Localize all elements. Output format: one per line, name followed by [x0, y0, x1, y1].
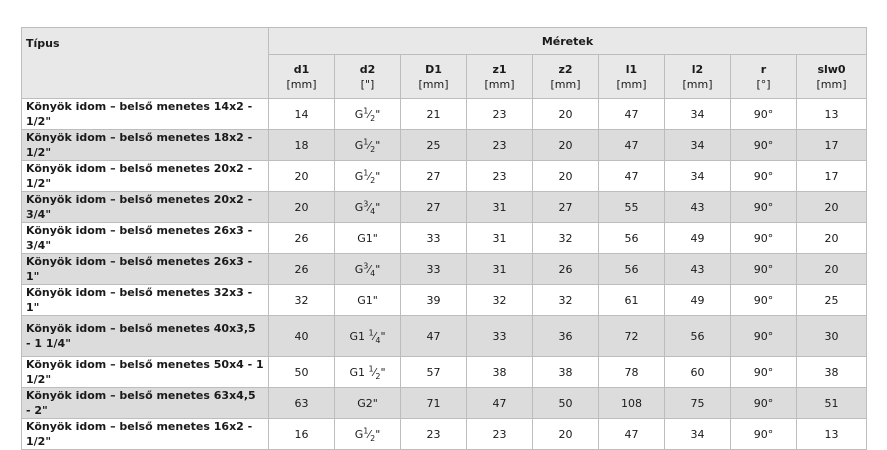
col-unit: [mm]: [418, 77, 449, 91]
col-header-D1: [401, 55, 467, 99]
cell-l1: 108: [599, 388, 665, 419]
d2-numerator: 1: [368, 363, 374, 373]
product-name-cell: Könyök idom – belső menetes 26x3 - 1": [22, 254, 269, 285]
d2-denominator: 2: [370, 433, 376, 443]
d2-suffix: ": [375, 107, 381, 121]
table-row: [22, 99, 867, 130]
table-row: [22, 285, 867, 316]
cell-d2: [335, 161, 401, 192]
cell-D1: 33: [401, 254, 467, 285]
d2-denominator: 4: [370, 268, 376, 278]
cell-d1: 26: [269, 223, 335, 254]
col-name: l1: [625, 62, 638, 76]
header-row-group: [22, 28, 867, 55]
d2-fraction-slash: ⁄: [373, 329, 376, 343]
cell-slw0: 38: [797, 357, 867, 388]
d2-denominator: 4: [375, 335, 381, 345]
col-header-l2: [665, 55, 731, 99]
d2-fraction-slash: ⁄: [368, 107, 371, 121]
cell-r: 90°: [731, 285, 797, 316]
cell-l2: 60: [665, 357, 731, 388]
product-name-cell: Könyök idom – belső menetes 14x2 - 1/2": [22, 99, 269, 130]
cell-z2: 20: [533, 419, 599, 450]
cell-z2: 20: [533, 99, 599, 130]
col-name: slw0: [817, 62, 846, 76]
cell-d2: [335, 192, 401, 223]
product-name-cell: Könyök idom – belső menetes 16x2 - 1/2": [22, 419, 269, 450]
col-header-r: [731, 55, 797, 99]
cell-r: 90°: [731, 388, 797, 419]
col-name: D1: [425, 62, 442, 76]
cell-slw0: 13: [797, 99, 867, 130]
table-row: [22, 316, 867, 357]
product-name-cell: Könyök idom – belső menetes 63x4,5 - 2": [22, 388, 269, 419]
product-name-cell: Könyök idom – belső menetes 26x3 - 3/4": [22, 223, 269, 254]
cell-slw0: 20: [797, 223, 867, 254]
cell-slw0: 20: [797, 254, 867, 285]
d2-denominator: 4: [370, 206, 376, 216]
col-name: z1: [492, 62, 507, 76]
col-header-d2: [335, 55, 401, 99]
cell-d1: 20: [269, 192, 335, 223]
cell-d1: 18: [269, 130, 335, 161]
product-name-cell: Könyök idom – belső menetes 20x2 - 3/4": [22, 192, 269, 223]
table-row: [22, 357, 867, 388]
cell-z1: 47: [467, 388, 533, 419]
d2-prefix: G1: [349, 365, 369, 379]
cell-z1: 32: [467, 285, 533, 316]
cell-slw0: 30: [797, 316, 867, 357]
col-unit: [mm]: [816, 77, 847, 91]
cell-D1: 71: [401, 388, 467, 419]
cell-D1: 33: [401, 223, 467, 254]
col-unit: [°]: [756, 77, 771, 91]
dimensions-table-wrapper: [21, 27, 867, 450]
col-unit: [mm]: [682, 77, 713, 91]
col-header-slw0: [797, 55, 867, 99]
cell-l1: 47: [599, 419, 665, 450]
table-row: [22, 223, 867, 254]
cell-z2: 20: [533, 161, 599, 192]
cell-z1: 31: [467, 254, 533, 285]
cell-d2: [335, 316, 401, 357]
cell-d1: 32: [269, 285, 335, 316]
d2-prefix: G: [354, 427, 364, 441]
d2-prefix: G: [354, 200, 364, 214]
cell-l2: 49: [665, 223, 731, 254]
cell-slw0: 13: [797, 419, 867, 450]
cell-l1: 55: [599, 192, 665, 223]
cell-d2: G1": [335, 223, 401, 254]
col-header-l1: [599, 55, 665, 99]
cell-z1: 23: [467, 419, 533, 450]
cell-r: 90°: [731, 99, 797, 130]
cell-d1: 16: [269, 419, 335, 450]
table-row: [22, 419, 867, 450]
d2-numerator: 1: [363, 105, 369, 115]
cell-z1: 33: [467, 316, 533, 357]
cell-D1: 39: [401, 285, 467, 316]
col-unit: ["]: [360, 77, 375, 91]
d2-fraction-slash: ⁄: [368, 262, 371, 276]
cell-d1: 40: [269, 316, 335, 357]
cell-z2: 26: [533, 254, 599, 285]
cell-z2: 32: [533, 285, 599, 316]
d2-fraction-slash: ⁄: [368, 427, 371, 441]
d2-fraction-slash: ⁄: [368, 200, 371, 214]
col-unit: [mm]: [484, 77, 515, 91]
cell-l2: 34: [665, 99, 731, 130]
cell-d1: 14: [269, 99, 335, 130]
cell-z2: 36: [533, 316, 599, 357]
d2-prefix: G: [354, 138, 364, 152]
d2-suffix: ": [375, 262, 381, 276]
cell-z1: 23: [467, 130, 533, 161]
cell-l1: 56: [599, 223, 665, 254]
d2-denominator: 2: [370, 113, 376, 123]
cell-slw0: 20: [797, 192, 867, 223]
cell-slw0: 17: [797, 130, 867, 161]
cell-slw0: 17: [797, 161, 867, 192]
cell-r: 90°: [731, 419, 797, 450]
col-header-d1: [269, 55, 335, 99]
cell-z1: 31: [467, 223, 533, 254]
cell-z2: 32: [533, 223, 599, 254]
cell-l2: 43: [665, 254, 731, 285]
cell-z1: 31: [467, 192, 533, 223]
d2-fraction-slash: ⁄: [373, 365, 376, 379]
cell-r: 90°: [731, 192, 797, 223]
cell-d1: 26: [269, 254, 335, 285]
col-header-z1: [467, 55, 533, 99]
cell-l2: 34: [665, 161, 731, 192]
col-name: r: [760, 62, 767, 76]
d2-denominator: 2: [375, 371, 381, 381]
d2-suffix: ": [380, 365, 386, 379]
cell-l2: 43: [665, 192, 731, 223]
d2-numerator: 1: [363, 167, 369, 177]
cell-l1: 61: [599, 285, 665, 316]
cell-z2: 20: [533, 130, 599, 161]
cell-l2: 56: [665, 316, 731, 357]
cell-l2: 75: [665, 388, 731, 419]
col-unit: [mm]: [550, 77, 581, 91]
table-row: [22, 161, 867, 192]
cell-r: 90°: [731, 316, 797, 357]
d2-denominator: 2: [370, 144, 376, 154]
col-unit: [mm]: [616, 77, 647, 91]
cell-D1: 27: [401, 192, 467, 223]
d2-suffix: ": [375, 169, 381, 183]
cell-r: 90°: [731, 254, 797, 285]
dimensions-group-header: Méretek: [269, 28, 867, 55]
cell-z1: 23: [467, 99, 533, 130]
d2-fraction-slash: ⁄: [368, 169, 371, 183]
cell-l1: 47: [599, 161, 665, 192]
cell-l2: 34: [665, 130, 731, 161]
cell-D1: 21: [401, 99, 467, 130]
d2-numerator: 1: [368, 327, 374, 337]
cell-d1: 50: [269, 357, 335, 388]
cell-D1: 23: [401, 419, 467, 450]
table-body: [22, 99, 867, 450]
cell-d2: G1": [335, 285, 401, 316]
d2-numerator: 1: [363, 425, 369, 435]
cell-r: 90°: [731, 130, 797, 161]
cell-z2: 50: [533, 388, 599, 419]
cell-l1: 78: [599, 357, 665, 388]
d2-denominator: 2: [370, 175, 376, 185]
table-row: [22, 192, 867, 223]
col-name: d2: [359, 62, 376, 76]
product-name-cell: Könyök idom – belső menetes 50x4 - 1 1/2": [22, 357, 269, 388]
d2-fraction-slash: ⁄: [368, 138, 371, 152]
cell-r: 90°: [731, 161, 797, 192]
cell-l1: 72: [599, 316, 665, 357]
col-name: d1: [293, 62, 310, 76]
dimensions-table: [21, 27, 867, 450]
cell-d2: [335, 130, 401, 161]
product-name-cell: Könyök idom – belső menetes 18x2 - 1/2": [22, 130, 269, 161]
table-row: [22, 130, 867, 161]
cell-d2: [335, 419, 401, 450]
cell-z2: 38: [533, 357, 599, 388]
d2-prefix: G: [354, 262, 364, 276]
product-name-cell: Könyök idom – belső menetes 20x2 - 1/2": [22, 161, 269, 192]
d2-prefix: G1: [349, 329, 369, 343]
cell-D1: 57: [401, 357, 467, 388]
cell-z1: 23: [467, 161, 533, 192]
col-header-z2: [533, 55, 599, 99]
product-name-cell: Könyök idom – belső menetes 32x3 - 1": [22, 285, 269, 316]
d2-suffix: ": [380, 329, 386, 343]
col-name: z2: [558, 62, 573, 76]
d2-suffix: ": [375, 200, 381, 214]
cell-l2: 49: [665, 285, 731, 316]
d2-prefix: G: [354, 169, 364, 183]
cell-z2: 27: [533, 192, 599, 223]
cell-slw0: 51: [797, 388, 867, 419]
col-unit: [mm]: [286, 77, 317, 91]
cell-D1: 27: [401, 161, 467, 192]
cell-d2: [335, 254, 401, 285]
product-name-cell: Könyök idom – belső menetes 40x3,5 - 1 1/4": [22, 316, 269, 357]
d2-suffix: ": [375, 427, 381, 441]
cell-l1: 47: [599, 99, 665, 130]
cell-r: 90°: [731, 357, 797, 388]
col-name: l2: [691, 62, 704, 76]
cell-d2: G2": [335, 388, 401, 419]
cell-D1: 47: [401, 316, 467, 357]
cell-d1: 63: [269, 388, 335, 419]
cell-D1: 25: [401, 130, 467, 161]
table-row: [22, 388, 867, 419]
cell-l2: 34: [665, 419, 731, 450]
type-header: Típus: [22, 28, 269, 99]
cell-l1: 47: [599, 130, 665, 161]
table-row: [22, 254, 867, 285]
cell-d1: 20: [269, 161, 335, 192]
d2-numerator: 3: [363, 198, 369, 208]
d2-numerator: 1: [363, 136, 369, 146]
d2-suffix: ": [375, 138, 381, 152]
cell-z1: 38: [467, 357, 533, 388]
d2-prefix: G: [354, 107, 364, 121]
cell-r: 90°: [731, 223, 797, 254]
d2-numerator: 3: [363, 260, 369, 270]
cell-d2: [335, 357, 401, 388]
cell-d2: [335, 99, 401, 130]
cell-l1: 56: [599, 254, 665, 285]
cell-slw0: 25: [797, 285, 867, 316]
